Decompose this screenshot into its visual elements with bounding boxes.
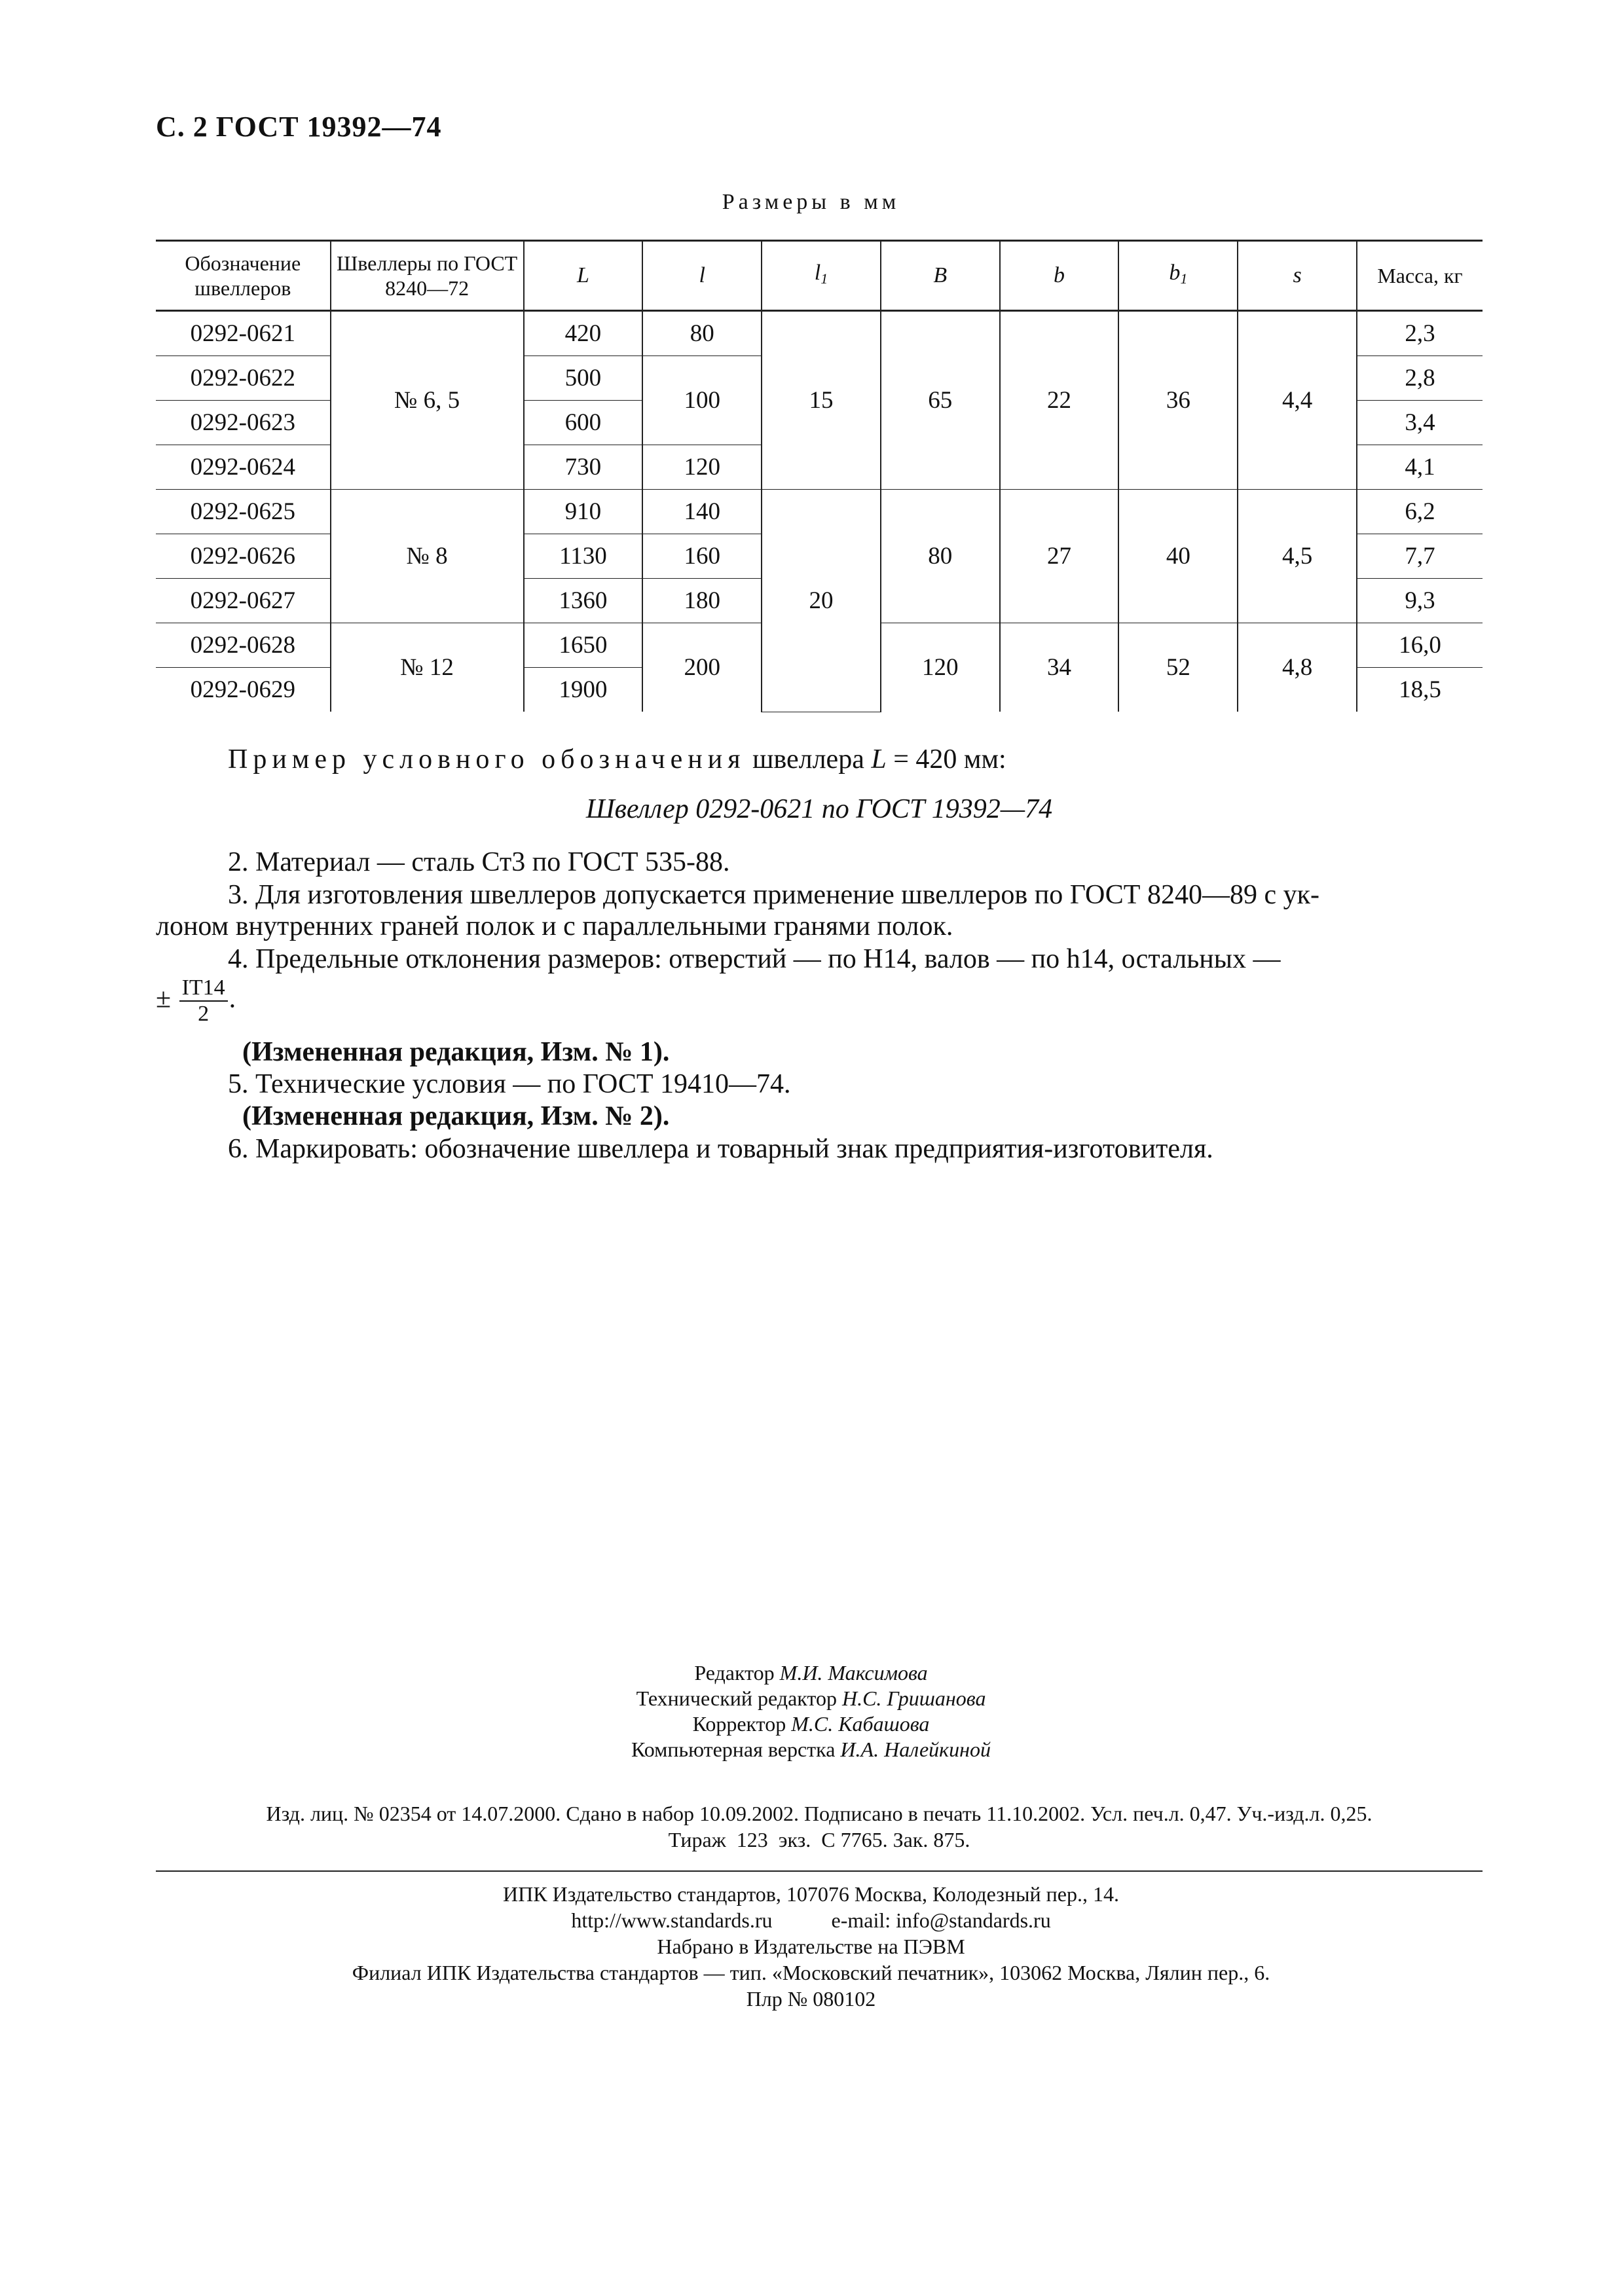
credit-label: Технический редактор [636, 1686, 842, 1710]
cell-mass: 18,5 [1357, 668, 1483, 712]
cell-l: 160 [642, 534, 762, 579]
cell-l: 100 [642, 356, 762, 445]
header-b1-sub: 1 [1180, 270, 1188, 287]
example-variable: L [871, 744, 887, 774]
cell-mass: 3,4 [1357, 401, 1483, 445]
cell-designation: 0292-0628 [156, 623, 331, 668]
cell-L: 500 [524, 356, 643, 401]
credit-corrector [0, 1711, 1622, 1737]
note-4-formula [156, 975, 1483, 1027]
header-l1-base: l [814, 260, 821, 285]
cell-L: 910 [524, 490, 643, 534]
note-5: 5. Технические условия — по ГОСТ 19410—74. [228, 1069, 791, 1099]
fraction-denominator: 2 [198, 1002, 210, 1026]
cell-b1: 36 [1118, 311, 1238, 490]
cell-b: 34 [1000, 623, 1119, 712]
cell-b: 22 [1000, 311, 1119, 490]
header-s: s [1238, 241, 1357, 311]
publication-line-2: Тираж 123 экз. С 7765. Зак. 875. [668, 1828, 970, 1851]
revision-note-1: (Измененная редакция, Изм. № 1). [242, 1037, 670, 1067]
cell-l: 200 [642, 623, 762, 712]
cell-mass: 2,8 [1357, 356, 1483, 401]
credit-tech-editor [0, 1686, 1622, 1711]
example-label-rest: швеллера [745, 744, 872, 774]
header-B: B [881, 241, 1000, 311]
header-b1-base: b [1169, 260, 1181, 285]
credit-name: М.И. Максимова [779, 1661, 928, 1685]
header-l: l [642, 241, 762, 311]
credit-editor [0, 1660, 1622, 1686]
page-header: С. 2 ГОСТ 19392—74 [156, 111, 442, 143]
cell-L: 1650 [524, 623, 643, 668]
cell-designation: 0292-0629 [156, 668, 331, 712]
cell-mass: 6,2 [1357, 490, 1483, 534]
imprint-contacts [0, 1907, 1622, 1933]
example-designation: Швеллер 0292-0621 по ГОСТ 19392—74 [585, 794, 1053, 824]
cell-designation: 0292-0621 [156, 311, 331, 356]
cell-B: 80 [881, 490, 1000, 623]
cell-channel: № 6, 5 [331, 311, 524, 490]
imprint-line-4: Филиал ИПК Издательства стандартов — тип. «Московский печатник», 103062 Москва, Лялин пер., 6. [352, 1961, 1270, 1984]
fraction-numerator: IT14 [179, 975, 228, 1002]
cell-s: 4,4 [1238, 311, 1357, 490]
cell-l: 80 [642, 311, 762, 356]
publication-line-1: Изд. лиц. № 02354 от 14.07.2000. Сдано в набор 10.09.2002. Подписано в печать 11.10.2002. Усл. печ.л. 0,47. Уч.-изд.л. 0,25. [266, 1802, 1373, 1825]
cell-l1: 20 [762, 490, 881, 712]
table-row [156, 311, 1483, 356]
credit-label: Компьютерная верстка [631, 1738, 841, 1761]
credit-label: Редактор [694, 1661, 780, 1685]
cell-channel: № 12 [331, 623, 524, 712]
example-line [156, 744, 1483, 775]
cell-designation: 0292-0623 [156, 401, 331, 445]
divider-line [156, 1870, 1483, 1872]
fraction [179, 975, 228, 1027]
credit-label: Корректор [692, 1712, 792, 1736]
cell-channel: № 8 [331, 490, 524, 623]
plus-minus-sign: ± [156, 983, 172, 1014]
cell-designation: 0292-0624 [156, 445, 331, 490]
example-value: = 420 мм: [886, 744, 1006, 774]
imprint-line-1: ИПК Издательство стандартов, 107076 Москва, Колодезный пер., 14. [503, 1882, 1119, 1906]
cell-B: 120 [881, 623, 1000, 712]
cell-L: 1130 [524, 534, 643, 579]
table-units-caption: Размеры в мм [722, 190, 900, 214]
imprint-email: e-mail: info@standards.ru [831, 1908, 1051, 1932]
credit-name: Н.С. Гришанова [841, 1686, 986, 1710]
cell-L: 1900 [524, 668, 643, 712]
imprint-url: http://www.standards.ru [571, 1908, 773, 1932]
dimensions-table [156, 240, 1483, 712]
cell-L: 730 [524, 445, 643, 490]
imprint-line-3: Набрано в Издательстве на ПЭВМ [657, 1935, 965, 1958]
credit-name: И.А. Налейкиной [840, 1738, 991, 1761]
cell-mass: 16,0 [1357, 623, 1483, 668]
note-4-line1: 4. Предельные отклонения размеров: отверстий — по H14, валов — по h14, остальных — [228, 944, 1281, 974]
table-row [156, 490, 1483, 534]
cell-mass: 7,7 [1357, 534, 1483, 579]
cell-l: 120 [642, 445, 762, 490]
cell-designation: 0292-0622 [156, 356, 331, 401]
cell-b1: 52 [1118, 623, 1238, 712]
cell-l: 180 [642, 579, 762, 623]
header-channels: Швеллеры по ГОСТ 8240—72 [331, 241, 524, 311]
publication-info [156, 1800, 1483, 1853]
cell-l1: 15 [762, 311, 881, 490]
imprint-line-5: Плр № 080102 [746, 1987, 876, 2011]
table-header-row [156, 241, 1483, 311]
note-2: 2. Материал — сталь Ст3 по ГОСТ 535-88. [228, 847, 730, 877]
credit-name: М.С. Кабашова [791, 1712, 930, 1736]
header-mass: Масса, кг [1357, 241, 1483, 311]
header-l1 [762, 241, 881, 311]
header-designation: Обозначение швеллеров [156, 241, 331, 311]
cell-L: 600 [524, 401, 643, 445]
cell-B: 65 [881, 311, 1000, 490]
cell-s: 4,5 [1238, 490, 1357, 623]
formula-end: . [229, 983, 236, 1014]
header-L: L [524, 241, 643, 311]
cell-l: 140 [642, 490, 762, 534]
cell-b: 27 [1000, 490, 1119, 623]
imprint-block [0, 1881, 1622, 2012]
cell-s: 4,8 [1238, 623, 1357, 712]
note-3-line2: лоном внутренних граней полок и с параллельными гранями полок. [156, 911, 953, 941]
header-l1-sub: 1 [820, 270, 828, 287]
cell-designation: 0292-0627 [156, 579, 331, 623]
header-b1 [1118, 241, 1238, 311]
cell-b1: 40 [1118, 490, 1238, 623]
cell-mass: 9,3 [1357, 579, 1483, 623]
credit-layout [0, 1737, 1622, 1762]
example-label: Пример условного обозначения [228, 744, 746, 774]
cell-L: 1360 [524, 579, 643, 623]
cell-designation: 0292-0626 [156, 534, 331, 579]
cell-mass: 4,1 [1357, 445, 1483, 490]
note-3-line1: 3. Для изготовления швеллеров допускается применение швеллеров по ГОСТ 8240—89 с ук- [228, 880, 1319, 910]
cell-designation: 0292-0625 [156, 490, 331, 534]
revision-note-2: (Измененная редакция, Изм. № 2). [242, 1101, 670, 1131]
cell-L: 420 [524, 311, 643, 356]
note-6: 6. Маркировать: обозначение швеллера и товарный знак предприятия-изготовителя. [228, 1134, 1213, 1164]
credits-block [0, 1660, 1622, 1762]
cell-mass: 2,3 [1357, 311, 1483, 356]
header-b: b [1000, 241, 1119, 311]
